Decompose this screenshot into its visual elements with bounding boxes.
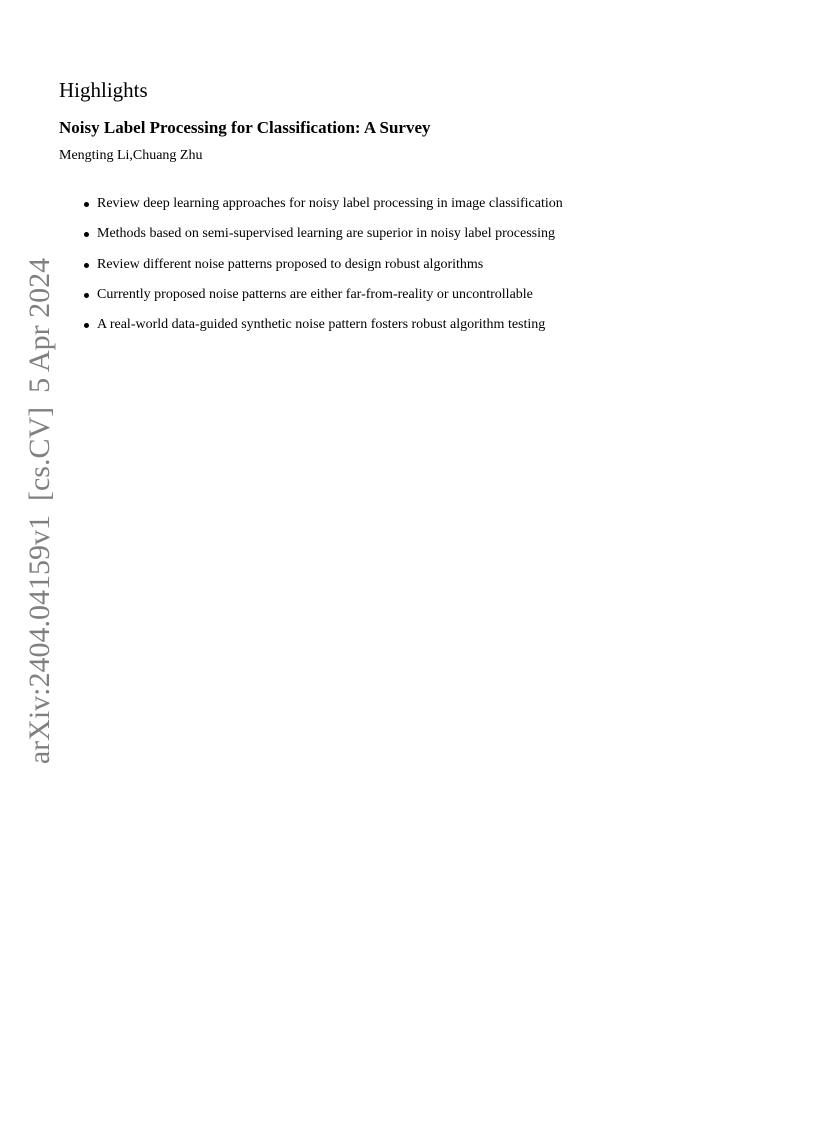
highlight-item [84,225,563,255]
bullet-icon [84,293,89,298]
paper-title: Noisy Label Processing for Classification: A Survey [59,118,431,137]
highlights-list [84,195,563,346]
bullet-icon [84,232,89,237]
highlight-item [84,195,563,225]
highlight-text: Review deep learning approaches for noisy label processing in image classification [97,196,563,211]
highlight-item [84,286,563,316]
arxiv-date: 5 Apr 2024 [23,257,56,393]
arxiv-category: [cs.CV] [23,406,56,502]
highlight-text: A real-world data-guided synthetic noise pattern fosters robust algorithm testing [97,317,546,333]
highlight-text: Methods based on semi-supervised learning are superior in noisy label processing [97,226,556,242]
bullet-icon [84,263,89,268]
highlight-item [84,256,563,286]
section-heading: Highlights [59,78,148,102]
arxiv-id: arXiv:2404.04159v1 [23,515,56,765]
highlight-item [84,316,563,346]
paper-authors: Mengting Li,Chuang Zhu [59,148,203,163]
bullet-icon [84,202,89,207]
highlight-text: Review different noise patterns proposed to design robust algorithms [97,256,484,272]
bullet-icon [84,323,89,328]
highlight-text: Currently proposed noise patterns are either far-from-reality or uncontrollable [97,286,533,302]
arxiv-identifier-stamp [23,258,57,764]
